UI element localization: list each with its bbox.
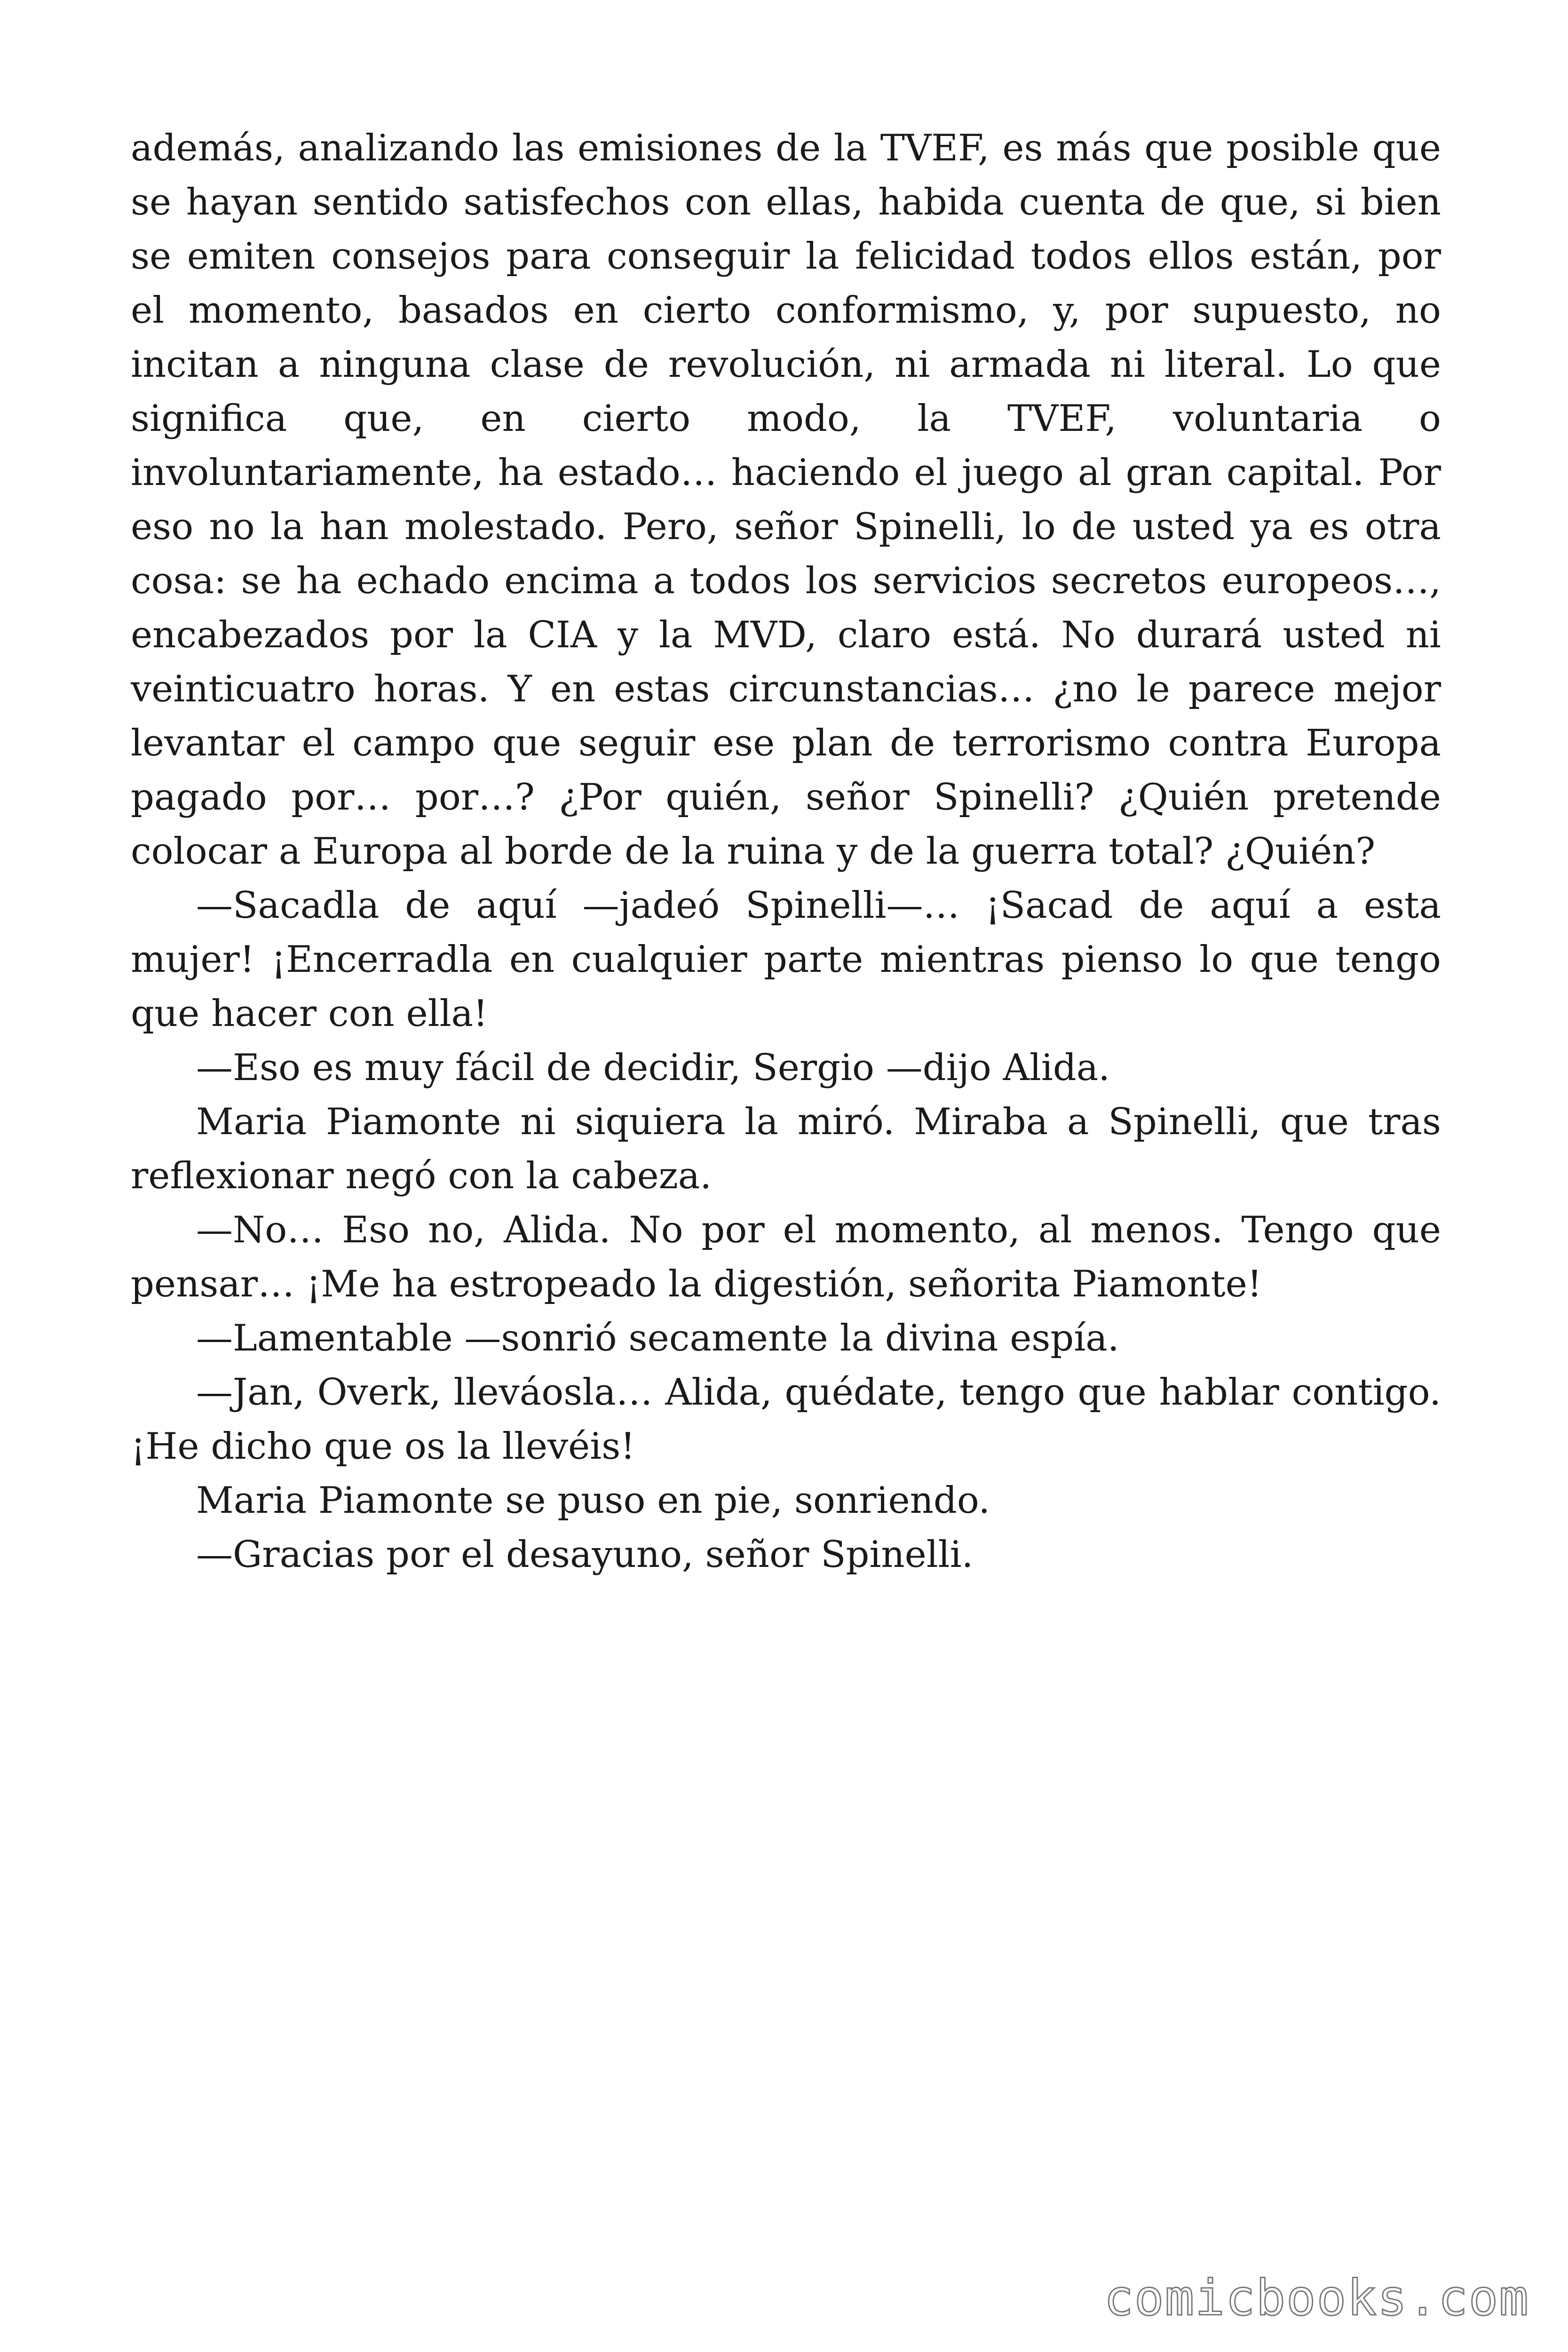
paragraph-8: Maria Piamonte se puso en pie, sonriendo.	[196, 1479, 990, 1522]
paragraph-5: —No… Eso no, Alida. No por el momento, al menos. Tengo que pensar… ¡Me ha estropeado la digestión, señorita Piamonte!	[131, 1209, 1441, 1305]
paragraph-1: además, analizando las emisiones de la TVEF, es más que posible que se hayan sentido satisfechos con ellas, habida cuenta de que, si bien se emiten consejos para conseguir la felicidad todos ellos están, por el momento, basados en cierto conformismo, y, por supuesto, no incitan a ninguna clase de revolución, ni armada ni literal. Lo que significa que, en cierto modo, la TVEF, voluntaria o involuntariamente, ha estado… haciendo el juego al gran capital. Por eso no la han molestado. Pero, señor Spinelli, lo de usted ya es otra cosa: se ha echado encima a todos los servicios secretos europeos…, encabezados por la CIA y la MVD, claro está. No durará usted ni veinticuatro horas. Y en estas circunstancias… ¿no le parece mejor levantar el campo que seguir ese plan de terrorismo contra Europa pagado por… por…? ¿Por quién, señor Spinelli? ¿Quién pretende colocar a Europa al borde de la ruina y de la guerra total? ¿Quién?	[131, 127, 1441, 873]
paragraph-2: —Sacadla de aquí —jadeó Spinelli—… ¡Sacad de aquí a esta mujer! ¡Encerradla en cualquier parte mientras pienso lo que tengo que hacer con ella!	[131, 884, 1441, 1035]
watermark-logo: comicbooks.com	[1104, 2269, 1529, 2327]
paragraph-7: —Jan, Overk, lleváosla… Alida, quédate, tengo que hablar contigo. ¡He dicho que os la llevéis!	[131, 1371, 1441, 1468]
paragraph-4: Maria Piamonte ni siquiera la miró. Miraba a Spinelli, que tras reflexionar negó con la cabeza.	[131, 1101, 1441, 1197]
paragraph-3: —Eso es muy fácil de decidir, Sergio —dijo Alida.	[196, 1047, 1110, 1089]
page-body	[131, 121, 1441, 1582]
paragraph-9: —Gracias por el desayuno, señor Spinelli.	[196, 1534, 974, 1576]
paragraph-6: —Lamentable —sonrió secamente la divina espía.	[196, 1317, 1119, 1359]
